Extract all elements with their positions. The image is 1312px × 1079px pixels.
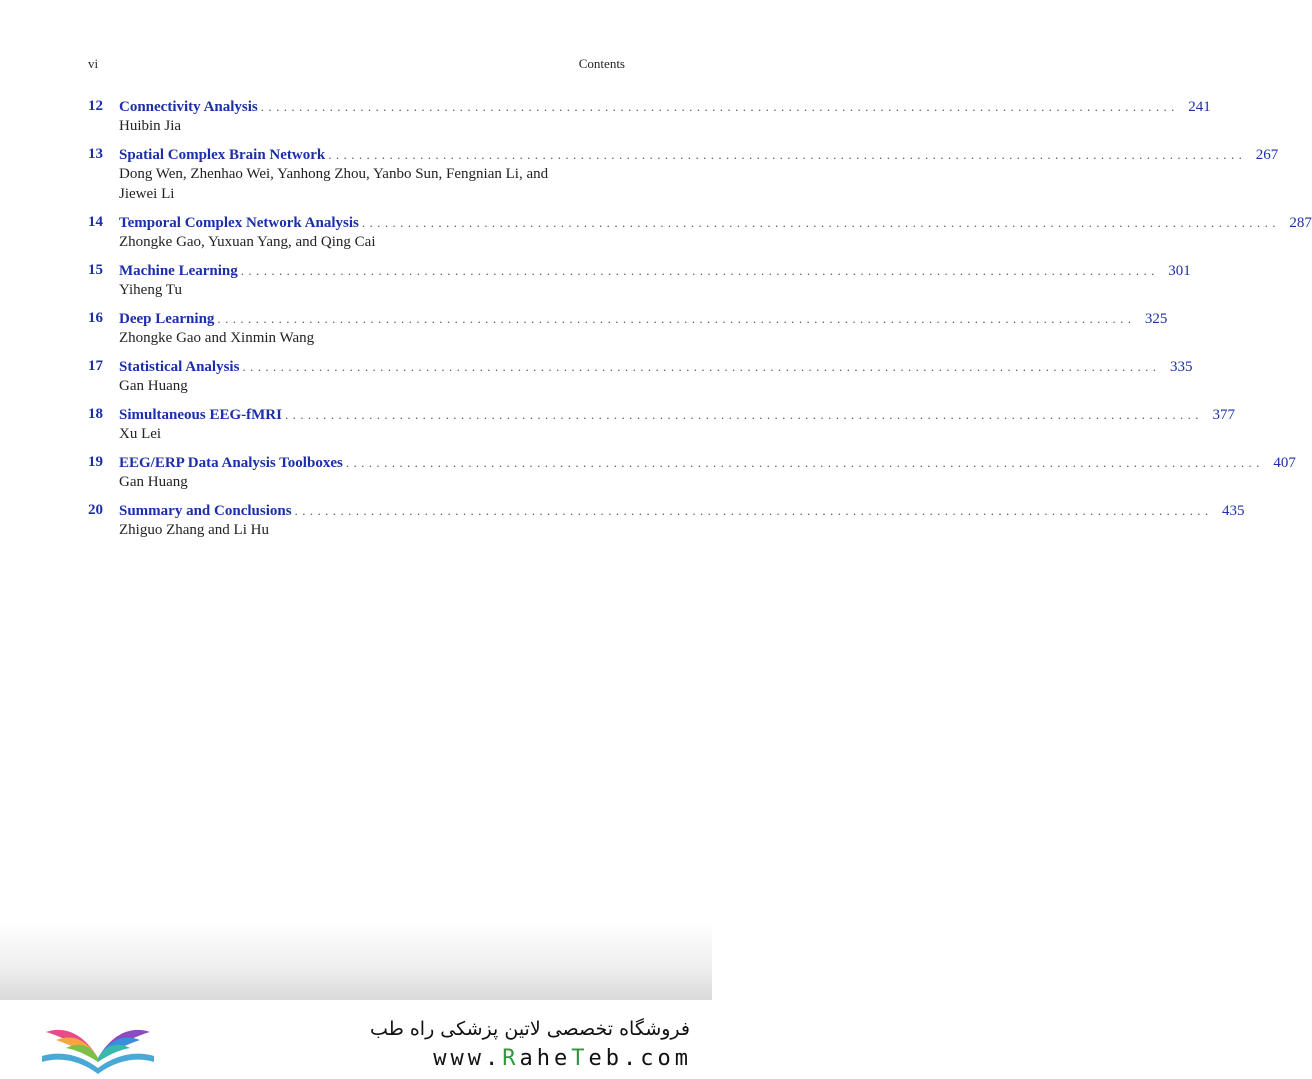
dot-leader: ........................................................................................................................: [242, 359, 1161, 374]
toc-entry[interactable]: [88, 309, 1168, 348]
table-of-contents: [88, 97, 1312, 549]
chapter-number: 17: [88, 358, 103, 374]
chapter-title-link[interactable]: Machine Learning: [119, 263, 238, 279]
chapter-authors: Gan Huang: [119, 474, 188, 490]
toc-entry[interactable]: [88, 501, 1245, 540]
chapter-title-link[interactable]: Statistical Analysis: [119, 359, 240, 375]
chapter-number: 19: [88, 454, 103, 470]
dot-leader: ........................................................................................................................: [217, 311, 1136, 326]
page-number-link[interactable]: 335: [1169, 359, 1193, 375]
toc-title-line: [119, 453, 1296, 472]
page-number-link[interactable]: 407: [1273, 455, 1296, 471]
toc-entry[interactable]: [88, 453, 1296, 492]
toc-title-line: [119, 261, 1191, 280]
toc-entry[interactable]: [88, 145, 1279, 204]
page-number-link[interactable]: 377: [1212, 407, 1235, 423]
page-number-link[interactable]: 325: [1144, 311, 1168, 327]
toc-entry[interactable]: [88, 261, 1191, 300]
chapter-title-link[interactable]: Temporal Complex Network Analysis: [119, 215, 359, 231]
dot-leader: ........................................................................................................................: [260, 99, 1179, 114]
dot-leader: ........................................................................................................................: [240, 263, 1159, 278]
chapter-authors: Yiheng Tu: [119, 282, 182, 298]
chapter-authors: Xu Lei: [119, 426, 162, 442]
open-book-logo-icon: [38, 1012, 158, 1074]
chapter-authors: Zhongke Gao and Xinmin Wang: [119, 330, 315, 346]
toc-entry-heading: [88, 501, 1245, 520]
toc-entry-heading: [88, 453, 1296, 472]
dot-leader: ........................................................................................................................: [328, 147, 1247, 162]
url-prefix: www.: [433, 1046, 503, 1071]
dot-leader: ........................................................................................................................: [345, 455, 1264, 470]
watermark-footer: [0, 1000, 712, 1079]
toc-entry-heading: [88, 145, 1279, 164]
chapter-title-link[interactable]: Summary and Conclusions: [119, 503, 292, 519]
url-letter-t: T: [571, 1046, 589, 1071]
chapter-number: 14: [88, 214, 103, 230]
toc-title-line: [119, 213, 1312, 232]
store-url[interactable]: [433, 1046, 692, 1071]
page-number-link[interactable]: 287: [1289, 215, 1312, 231]
page-number-link[interactable]: 267: [1255, 147, 1279, 163]
chapter-number: 16: [88, 310, 103, 326]
toc-entry-heading: [88, 261, 1191, 280]
url-part-2: eb.com: [588, 1046, 692, 1071]
toc-entry-heading: [88, 97, 1211, 116]
chapter-authors: Zhiguo Zhang and Li Hu: [119, 522, 269, 538]
section-title: Contents: [578, 56, 625, 71]
toc-entry[interactable]: [88, 213, 1312, 252]
page-number-link[interactable]: 241: [1188, 99, 1211, 115]
chapter-authors: Zhongke Gao, Yuxuan Yang, and Qing Cai: [119, 234, 376, 250]
toc-entry-heading: [88, 309, 1168, 328]
toc-entry[interactable]: [88, 357, 1193, 396]
page-number: vi: [88, 56, 99, 71]
dot-leader: ........................................................................................................................: [361, 215, 1280, 230]
chapter-number: 15: [88, 262, 103, 278]
chapter-authors: Dong Wen, Zhenhao Wei, Yanhong Zhou, Yanbo Sun, Fengnian Li, and Jiewei Li: [119, 166, 549, 202]
chapter-title-link[interactable]: Simultaneous EEG-fMRI: [119, 407, 282, 423]
chapter-title-link[interactable]: Spatial Complex Brain Network: [119, 147, 326, 163]
chapter-number: 13: [88, 146, 103, 162]
toc-entry-heading: [88, 213, 1312, 232]
toc-entry[interactable]: [88, 97, 1211, 136]
dot-leader: ........................................................................................................................: [294, 503, 1213, 518]
chapter-authors: Gan Huang: [119, 378, 188, 394]
toc-title-line: [119, 97, 1211, 116]
chapter-number: 12: [88, 98, 103, 114]
chapter-authors: Huibin Jia: [119, 118, 182, 134]
store-name: فروشگاه تخصصی لاتین پزشکی راه طب: [370, 1018, 690, 1040]
toc-title-line: [119, 357, 1193, 376]
toc-entry-heading: [88, 357, 1193, 376]
dot-leader: ........................................................................................................................: [284, 407, 1203, 422]
chapter-title-link[interactable]: Connectivity Analysis: [119, 99, 258, 115]
toc-entry[interactable]: [88, 405, 1235, 444]
toc-title-line: [119, 501, 1245, 520]
toc-title-line: [119, 405, 1235, 424]
url-letter-r: R: [502, 1046, 520, 1071]
chapter-number: 20: [88, 502, 103, 518]
chapter-title-link[interactable]: EEG/ERP Data Analysis Toolboxes: [119, 455, 343, 471]
running-header: [88, 56, 625, 74]
toc-entry-heading: [88, 405, 1235, 424]
toc-title-line: [119, 145, 1279, 164]
chapter-title-link[interactable]: Deep Learning: [119, 311, 215, 327]
page-number-link[interactable]: 301: [1168, 263, 1191, 279]
url-part-1: ahe: [519, 1046, 572, 1071]
toc-title-line: [119, 309, 1168, 328]
chapter-number: 18: [88, 406, 103, 422]
page-number-link[interactable]: 435: [1222, 503, 1245, 519]
